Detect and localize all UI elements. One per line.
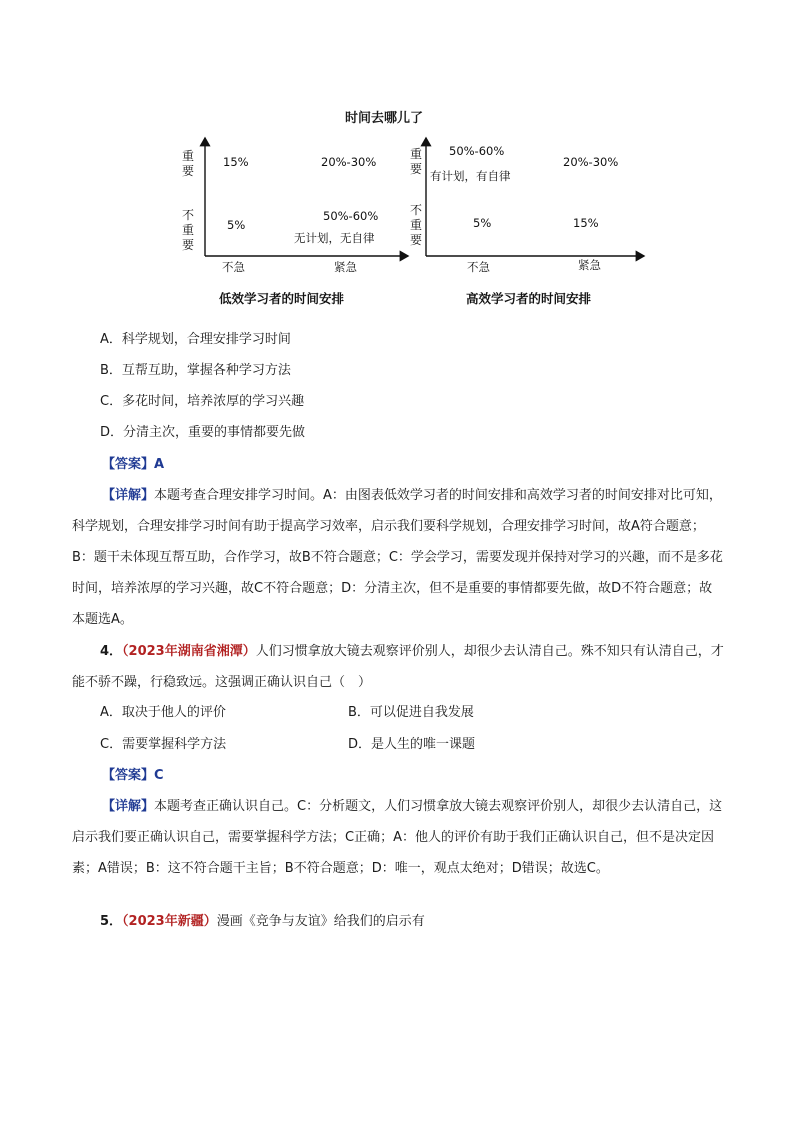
left-cell-bottom-right-pct: 50%-60% xyxy=(323,209,379,223)
right-y-top-label: 重要 xyxy=(409,147,422,176)
right-cell-bottom-right: 15% xyxy=(573,216,599,230)
q3-answer-value: A xyxy=(154,457,165,472)
q4-explanation xyxy=(72,791,724,884)
right-cell-top-left-note: 有计划，有自律 xyxy=(430,169,511,183)
q4-answer-tag: 【答案】 xyxy=(102,768,155,783)
q3-explain-tag: 【详解】 xyxy=(102,488,155,503)
q5-number: 5． xyxy=(100,914,123,929)
q4-source: （2023年湖南省湘潭） xyxy=(122,644,256,659)
q4-answer-value: C xyxy=(154,768,164,783)
left-cell-top-left: 15% xyxy=(223,155,249,169)
q3-explain-text: 本题考查合理安排学习时间。A：由图表低效学习者的时间安排和高效学习者的时间安排对比可知，科学规划，合理安排学习时间有助于提高学习效率，启示我们要科学规划，合理安排学习时间，故A符合题意；B：题干未体现互帮互助，合作学习，故B不符合题意；C：学会学习，需要发现并保持对学习的兴趣，而不是多花时间，培养浓厚的学习兴趣，故C不符合题意；D：分清主次，但不是重要的事情都要先做，故D不符合题意；故本题选A。 xyxy=(72,488,723,627)
q4-explain-tag: 【详解】 xyxy=(102,799,155,814)
left-y-top-label: 重要 xyxy=(181,149,194,178)
q4-answer xyxy=(102,768,164,784)
q4-number: 4． xyxy=(100,644,123,659)
left-x-left-label: 不急 xyxy=(222,260,245,274)
figure-axes xyxy=(0,0,794,320)
right-cell-top-right: 20%-30% xyxy=(563,155,619,169)
q4-option-b: B．可以促进自我发展 xyxy=(348,705,474,720)
q4-explain-text: 本题考查正确认识自己。C：分析题文，人们习惯拿放大镜去观察评价别人，却很少去认清自己，这启示我们要正确认识自己，需要掌握科学方法；C正确；A：他人的评价有助于我们正确认识自己，但不是决定因素；A错误；B：这不符合题干主旨；B不符合题意；D：唯一，观点太绝对；D错误；故选C。 xyxy=(72,799,723,876)
q4-stem xyxy=(72,636,724,698)
q3-option-a: A．科学规划，合理安排学习时间 xyxy=(100,332,291,347)
left-cell-bottom-left: 5% xyxy=(227,218,246,232)
left-cell-bottom-right-note: 无计划，无自律 xyxy=(294,231,375,245)
right-cell-bottom-left: 5% xyxy=(473,216,492,230)
q3-option-c: C．多花时间，培养浓厚的学习兴趣 xyxy=(100,394,305,409)
q4-option-a: A．取决于他人的评价 xyxy=(100,705,226,720)
left-chart-caption: 低效学习者的时间安排 xyxy=(219,291,345,306)
q3-explanation xyxy=(72,480,724,635)
left-y-bottom-label: 不重要 xyxy=(181,208,194,252)
q5-stem xyxy=(100,914,425,930)
right-x-right-label: 紧急 xyxy=(578,258,601,272)
right-y-bottom-label: 不重要 xyxy=(409,203,422,247)
figure-title: 时间去哪儿了 xyxy=(345,111,424,126)
q5-source: （2023年新疆） xyxy=(122,914,217,929)
q3-option-b: B．互帮互助，掌握各种学习方法 xyxy=(100,363,291,378)
q4-option-d: D．是人生的唯一课题 xyxy=(348,737,476,752)
right-x-left-label: 不急 xyxy=(467,260,490,274)
right-cell-top-left-pct: 50%-60% xyxy=(449,144,505,158)
right-chart-caption: 高效学习者的时间安排 xyxy=(466,291,592,306)
q3-answer xyxy=(102,457,164,473)
q5-stem-text: 漫画《竞争与友谊》给我们的启示有 xyxy=(216,914,425,929)
left-cell-top-right: 20%-30% xyxy=(321,155,377,169)
q4-stem-text: 人们习惯拿放大镜去观察评价别人，却很少去认清自己。殊不知只有认清自己，才能不骄不躁，行稳致远。这强调正确认识自己（ ） xyxy=(72,644,724,690)
q3-option-d: D．分清主次，重要的事情都要先做 xyxy=(100,425,306,440)
left-x-right-label: 紧急 xyxy=(334,260,357,274)
q3-answer-tag: 【答案】 xyxy=(102,457,155,472)
q4-option-c: C．需要掌握科学方法 xyxy=(100,737,227,752)
